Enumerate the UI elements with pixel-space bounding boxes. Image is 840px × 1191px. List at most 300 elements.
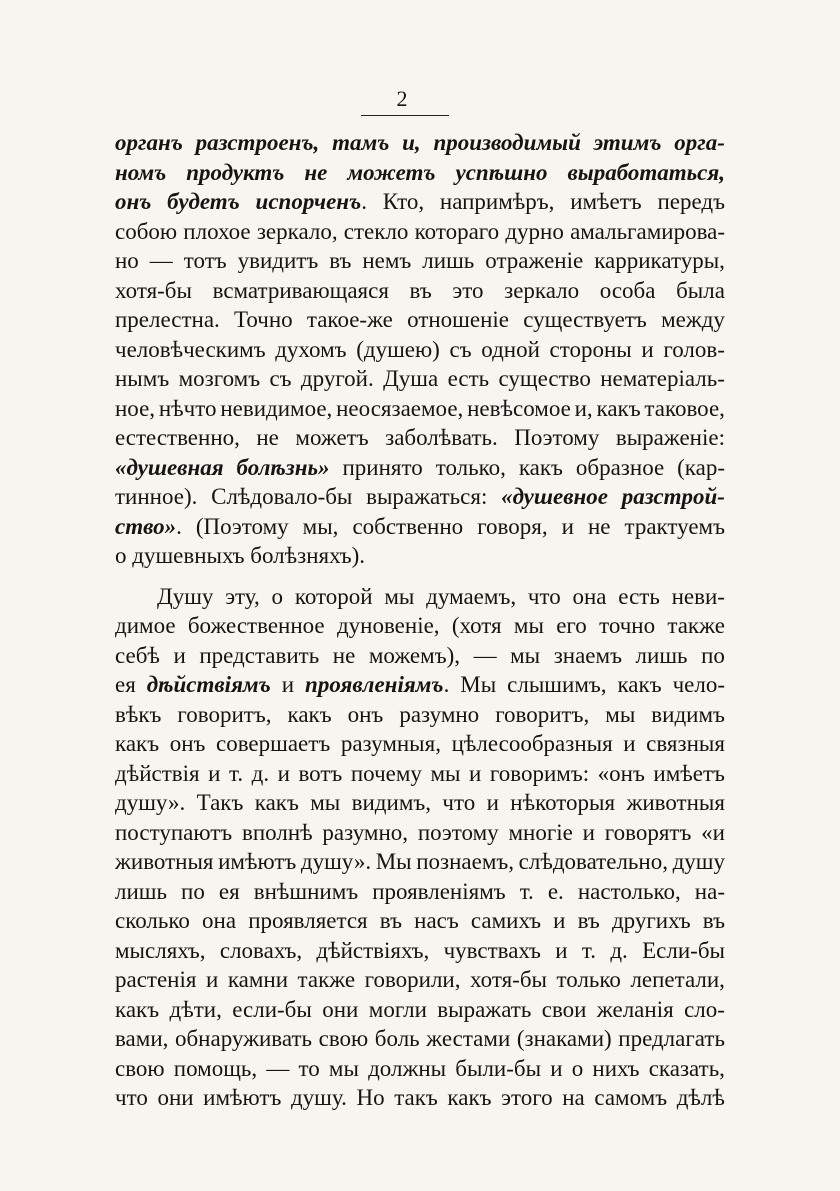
text-line	[115, 936, 725, 966]
text-run: неви-	[671, 583, 725, 609]
text-run: дурно	[505, 218, 564, 244]
word	[437, 995, 531, 1025]
word	[505, 217, 564, 247]
text-run: обнаруживать	[174, 1026, 313, 1051]
word	[115, 729, 159, 759]
text-run: какъ	[254, 790, 299, 815]
text-run: свою	[318, 1026, 369, 1051]
emphasized-text: номъ	[115, 159, 167, 185]
word	[612, 906, 691, 936]
word	[310, 788, 340, 818]
text-run: на-	[694, 878, 725, 904]
emphasized-text: можетъ	[347, 159, 436, 185]
word	[288, 700, 332, 730]
word	[115, 877, 167, 907]
word	[303, 512, 339, 542]
word	[519, 453, 563, 483]
word	[594, 246, 725, 276]
word	[415, 217, 500, 247]
word	[501, 482, 608, 512]
word	[229, 759, 243, 789]
text-run: божественное	[187, 613, 325, 638]
text-run: разумно	[399, 701, 480, 727]
word	[677, 453, 725, 483]
text-run: душу	[672, 849, 725, 874]
text-run: зеркало,	[256, 218, 338, 244]
word	[622, 482, 725, 512]
text-run: тинное).	[115, 484, 198, 509]
word	[115, 512, 182, 542]
word	[394, 1083, 438, 1113]
text-run: существуетъ	[523, 307, 647, 332]
text-run: и	[582, 819, 595, 845]
word	[460, 670, 496, 700]
text-run: мы	[605, 701, 636, 727]
word	[383, 187, 424, 217]
text-run: и	[641, 336, 654, 362]
word	[115, 611, 176, 641]
text-run: лишь	[422, 248, 475, 273]
text-run: естественно,	[115, 425, 240, 450]
text-run: она	[572, 583, 607, 609]
text-run: невѣсомое	[467, 395, 571, 421]
word	[365, 965, 461, 995]
text-run: особа	[599, 277, 656, 303]
text-run: лепетали,	[630, 967, 725, 992]
word	[250, 541, 365, 571]
text-line	[115, 128, 725, 158]
text-run: и	[281, 672, 295, 697]
text-run: выражать	[437, 996, 532, 1022]
text-run: мысляхъ,	[115, 937, 206, 963]
text-run: въ	[409, 277, 432, 303]
text-run: заболѣвать.	[385, 425, 498, 450]
text-run: прелестна.	[115, 307, 220, 332]
text-run: слышимъ,	[507, 672, 607, 697]
word	[211, 482, 352, 512]
text-run: отношеніе	[407, 307, 510, 332]
word	[115, 187, 151, 217]
emphasized-text: и,	[402, 130, 421, 155]
text-run: —	[149, 248, 173, 273]
word	[695, 877, 725, 907]
word	[203, 1083, 281, 1113]
word	[179, 364, 261, 394]
word	[572, 582, 606, 612]
text-run: помощь,	[173, 1055, 258, 1081]
text-line	[115, 158, 725, 188]
text-run: трактуемъ	[624, 513, 725, 539]
text-run: но	[115, 248, 139, 273]
text-run: т.	[581, 937, 596, 963]
text-run: мы,	[302, 513, 339, 539]
text-run: въ	[379, 908, 402, 933]
text-run: говоря,	[477, 513, 548, 539]
word	[495, 700, 589, 730]
word	[578, 906, 600, 936]
text-run: что	[115, 1085, 148, 1110]
text-line	[115, 788, 725, 818]
text-run: имѣетъ	[570, 189, 642, 214]
text-run: дѣти,	[169, 996, 222, 1022]
word	[197, 788, 244, 818]
word	[599, 611, 655, 641]
word	[115, 246, 139, 276]
word	[616, 423, 725, 453]
word	[667, 611, 725, 641]
text-run: плохое	[183, 218, 251, 244]
text-run: какъ	[115, 731, 160, 756]
text-run: представить	[199, 642, 320, 668]
word	[661, 305, 725, 335]
word	[369, 641, 460, 671]
word	[514, 423, 599, 453]
emphasized-text: дѣйствіямъ	[146, 672, 271, 697]
text-run: по	[701, 642, 725, 668]
word	[228, 965, 288, 995]
text-run: душу».	[115, 790, 186, 815]
word	[252, 759, 269, 789]
word	[399, 700, 479, 730]
text-run: между	[661, 307, 725, 332]
text-run: сказать,	[648, 1055, 725, 1081]
word	[674, 128, 725, 158]
word	[295, 582, 373, 612]
word	[676, 276, 725, 306]
word	[600, 276, 656, 306]
text-run: они	[322, 996, 359, 1022]
text-run: выражаться:	[366, 484, 488, 509]
text-run: то	[298, 1055, 320, 1081]
word	[257, 217, 338, 247]
word	[199, 641, 319, 671]
word	[610, 936, 627, 966]
word	[170, 729, 206, 759]
word	[352, 512, 463, 542]
text-run: «онъ	[597, 760, 645, 786]
word	[298, 965, 356, 995]
text-run: имѣютъ	[218, 849, 297, 874]
text-run: душу».	[300, 849, 372, 874]
word	[375, 1024, 420, 1054]
word	[449, 335, 471, 365]
word	[115, 128, 183, 158]
word	[562, 1083, 585, 1113]
text-run: говорятъ	[604, 819, 692, 845]
word	[208, 759, 220, 789]
text-run: можемъ),	[368, 642, 460, 668]
word	[186, 158, 284, 188]
text-line	[115, 729, 725, 759]
text-run: которой	[294, 583, 373, 609]
word	[177, 700, 271, 730]
word	[519, 847, 668, 877]
text-run: мы	[430, 760, 461, 786]
text-run: Мы	[460, 672, 497, 697]
text-run: Поэтому	[514, 425, 600, 450]
text-run: о	[571, 1055, 584, 1081]
text-run: растенія	[115, 967, 197, 992]
word	[623, 729, 635, 759]
word	[507, 670, 606, 700]
text-run: лишь	[115, 878, 167, 904]
text-line	[115, 335, 725, 365]
text-run: душевныхъ	[132, 543, 245, 568]
text-line	[115, 877, 725, 907]
text-run: связныя	[646, 731, 725, 756]
text-run: нихъ	[592, 1055, 640, 1081]
word	[216, 729, 330, 759]
text-run: въ	[577, 908, 600, 933]
emphasized-text: этимъ	[593, 130, 662, 155]
word	[234, 305, 293, 335]
word	[703, 906, 725, 936]
word	[301, 364, 374, 394]
text-run: Точно	[234, 307, 293, 332]
word	[238, 246, 319, 276]
text-run: дѣйствія	[115, 760, 200, 786]
text-run: что	[527, 583, 561, 609]
word	[316, 936, 429, 966]
text-run: жестами	[426, 1026, 511, 1051]
word	[510, 641, 540, 671]
word	[467, 394, 571, 424]
text-run: свою	[115, 1055, 165, 1081]
text-line	[115, 759, 725, 789]
word	[115, 906, 190, 936]
word	[256, 423, 279, 453]
text-run: ное,	[115, 395, 156, 421]
text-run: говоритъ,	[495, 701, 590, 727]
text-line	[115, 965, 725, 995]
word	[220, 394, 332, 424]
text-run: немъ	[362, 248, 412, 273]
text-run: (кар-	[677, 454, 725, 480]
text-run: какъ	[617, 672, 662, 697]
text-line	[115, 818, 725, 848]
text-line	[115, 847, 725, 877]
text-run: напримѣръ,	[439, 189, 555, 214]
text-run: невидимое,	[220, 395, 333, 421]
text-run: (Поэтому	[195, 513, 289, 539]
word	[159, 394, 217, 424]
word	[504, 276, 579, 306]
word	[115, 423, 240, 453]
word	[384, 582, 414, 612]
word	[570, 217, 725, 247]
word	[115, 700, 161, 730]
word	[376, 847, 412, 877]
word	[570, 187, 642, 217]
word	[170, 995, 222, 1025]
word	[175, 1024, 312, 1054]
text-line	[115, 700, 725, 730]
word	[307, 305, 393, 335]
word	[352, 788, 431, 818]
word	[278, 759, 290, 789]
word	[322, 818, 408, 848]
word	[305, 670, 449, 700]
text-run: дѣлѣ	[676, 1085, 725, 1110]
word	[344, 217, 409, 247]
text-run: отраженіе	[485, 248, 584, 273]
text-run: и	[277, 760, 290, 786]
text-run: и	[561, 513, 574, 539]
text-run: проявляется	[248, 908, 368, 933]
word	[115, 541, 132, 571]
text-run: такъ	[394, 1085, 438, 1110]
text-run: о	[271, 583, 284, 609]
text-run: образное	[575, 454, 665, 480]
text-run: въ	[702, 908, 725, 933]
text-run: .	[361, 189, 367, 214]
text-run: только	[556, 967, 621, 992]
word	[242, 818, 313, 848]
word	[600, 364, 725, 394]
word	[550, 335, 632, 365]
word	[485, 246, 583, 276]
emphasized-text: выработаться,	[567, 159, 725, 185]
text-run: хотя-бы	[115, 277, 192, 303]
word	[115, 847, 214, 877]
word	[649, 1054, 725, 1084]
text-run: была	[676, 277, 725, 303]
text-run: Кто,	[382, 189, 425, 214]
text-run: эту,	[225, 583, 260, 609]
text-run: мы	[510, 642, 541, 668]
text-run: предлагать	[618, 1026, 725, 1051]
word	[444, 936, 541, 966]
word	[332, 128, 389, 158]
word	[498, 364, 590, 394]
text-run: и	[550, 1055, 563, 1081]
text-run: сколько	[115, 908, 190, 933]
word	[256, 187, 367, 217]
text-run: нѣкоторыя	[510, 790, 616, 815]
word	[351, 759, 422, 789]
word	[455, 1054, 541, 1084]
word	[115, 759, 200, 789]
text-run: цѣлесообразныя	[451, 731, 613, 756]
text-run: себѣ	[115, 642, 160, 668]
text-run: собою	[115, 218, 178, 244]
word	[653, 759, 725, 789]
text-run: и	[555, 937, 568, 963]
text-run: т.	[229, 760, 244, 786]
text-run: Душа	[383, 366, 439, 391]
word	[266, 1054, 289, 1084]
word	[605, 700, 635, 730]
text-run: мы	[328, 1055, 359, 1081]
text-run: дуновеніе,	[336, 613, 440, 638]
text-run: и	[623, 731, 636, 756]
word	[618, 582, 660, 612]
text-run: точно	[599, 613, 656, 638]
word	[673, 847, 725, 877]
word	[657, 187, 725, 217]
text-run: если-бы	[232, 996, 312, 1022]
text-run: чувствахъ	[443, 937, 541, 963]
text-run: передъ	[657, 189, 725, 214]
text-run: его	[556, 613, 587, 638]
text-line	[115, 1054, 725, 1084]
word	[202, 906, 236, 936]
word	[115, 335, 266, 365]
text-run: и	[173, 642, 186, 668]
text-run: боль	[374, 1026, 420, 1051]
text-run: вѣкъ	[115, 701, 162, 727]
word	[663, 335, 725, 365]
text-run: такое-же	[306, 307, 393, 332]
text-line	[115, 482, 725, 512]
text-run: словахъ,	[219, 937, 303, 963]
text-run: и	[553, 908, 566, 933]
word	[372, 877, 505, 907]
word	[322, 995, 358, 1025]
word	[188, 611, 325, 641]
text-run: разумныя,	[340, 731, 441, 756]
text-run: какъ	[518, 454, 563, 480]
word	[588, 512, 611, 542]
text-run: Мы	[375, 849, 412, 874]
word	[510, 788, 615, 818]
word	[341, 729, 441, 759]
text-run: также	[297, 967, 356, 992]
word	[319, 1024, 369, 1054]
text-run: какъ	[447, 1085, 492, 1110]
text-line	[115, 611, 725, 641]
text-run: сло-	[684, 996, 725, 1022]
word	[555, 936, 567, 966]
word	[470, 965, 547, 995]
text-run: животныя	[626, 790, 725, 815]
emphasized-text: не	[304, 159, 328, 185]
word	[275, 335, 346, 365]
text-run: имѣетъ	[653, 760, 725, 786]
text-run: амальгамирова-	[570, 218, 725, 244]
text-run: духомъ	[275, 336, 347, 362]
word	[598, 759, 645, 789]
text-run: могли	[368, 996, 427, 1022]
word	[132, 541, 250, 571]
word	[115, 641, 160, 671]
word	[626, 788, 725, 818]
emphasized-text: будетъ	[167, 189, 240, 214]
word	[304, 158, 327, 188]
word	[624, 512, 725, 542]
text-run: и	[469, 760, 482, 786]
text-run: животныя	[115, 849, 214, 874]
text-run: познаемъ,	[416, 849, 515, 874]
word	[605, 818, 692, 848]
word	[582, 936, 596, 966]
word	[641, 335, 653, 365]
word	[115, 936, 206, 966]
text-run: «и	[701, 819, 725, 845]
text-run: что	[442, 790, 476, 815]
word	[248, 906, 367, 936]
word	[490, 759, 589, 789]
word	[362, 246, 411, 276]
word	[157, 1083, 193, 1113]
page-number: 2	[396, 86, 408, 111]
text-run: выраженіе:	[615, 425, 725, 450]
text-run: какъ	[596, 395, 641, 421]
word	[410, 276, 432, 306]
text-run: были-бы	[455, 1055, 542, 1081]
word	[329, 1054, 359, 1084]
emphasized-text: ство»	[115, 513, 177, 539]
